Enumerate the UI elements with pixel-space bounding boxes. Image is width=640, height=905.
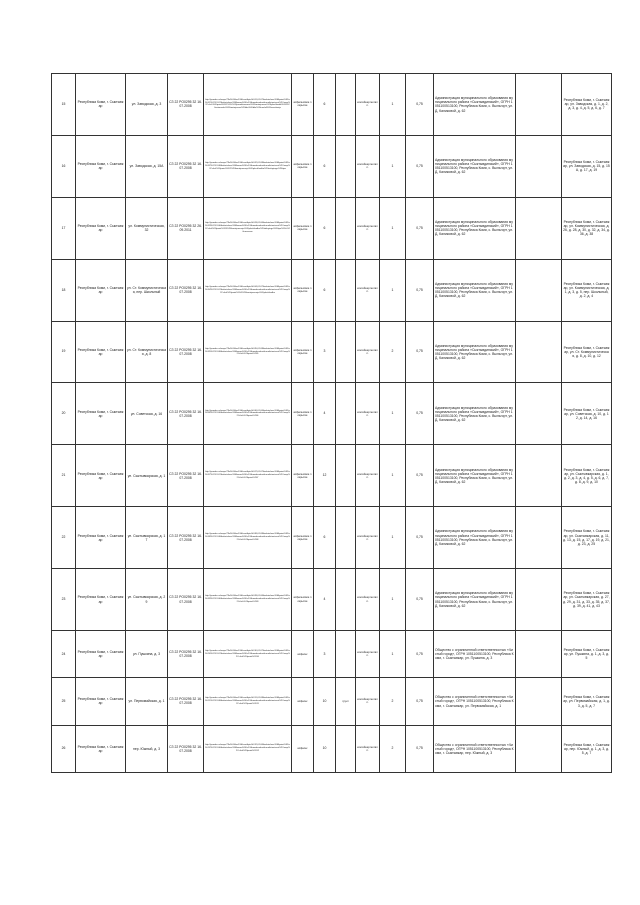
volume-cell: 0,75 [406,678,434,725]
owner-cell: Общество с ограниченной ответственностью «Чистый город», ОГРН 1051100513100, Республика Коми, г. Сыктывкар, ул. Первомайская, д. 1 [434,678,516,725]
container-count-cell: 2 [380,321,406,383]
area-cell: 4 [314,569,336,631]
map-link-cell: http://yandex.ru/maps/?ll=50.8&z=19&l=sat&pt=50.84,61.67&whatshere%5Bpoint%5D=50.84%2C61.67&whatshere%5Bzoom%5D=19&mode=whatshere&rtext=sat%2Cmap%2Cclick%20point%204%20kontejnernaja%20ploshhadka [204,259,292,321]
ground-cell [336,321,356,383]
volume-cell: 0,75 [406,631,434,678]
row-number: 20 [52,383,76,445]
locality-cell: Республика Коми, г. Сыктывкар [76,135,126,197]
extra-cell [516,383,562,445]
container-count-cell: 1 [380,383,406,445]
area-cell: 3 [314,321,336,383]
ground-cell [336,383,356,445]
served-addresses-cell: Республика Коми, г. Сыктывкар, ул. Первомайская, д. 1, д. 3, д. 5, д. 7 [562,678,612,725]
area-cell: 3 [314,631,336,678]
locality-cell: Республика Коми, г. Сыктывкар [76,631,126,678]
served-addresses-cell: Республика Коми, г. Сыктывкар, ул. Заводская, д. 1, д. 2, д. 3, д. 4, д. 5, д. 6, д. 7 [562,74,612,136]
extra-cell [516,631,562,678]
cover-cell: асфальтовое покрытие [292,507,314,569]
map-link-cell: http://yandex.ru/maps/?ll=50.8&z=19&l=sat&pt=50.89,61.66&whatshere%5Bpoint%5D=50.89%2C61.66&whatshere%5Bzoom%5D=19&mode=whatshere&rtext=sat%2Cmap%2Cclick%20point%209 [204,569,292,631]
locality-cell: Республика Коми, г. Сыктывкар [76,197,126,259]
ground-cell [336,74,356,136]
container-count-cell: 1 [380,74,406,136]
map-link-cell: http://yandex.ru/maps/?ll=50.8&z=19&l=sat&pt=50.87,61.67&whatshere%5Bpoint%5D=50.87%2C61.67&whatshere%5Bzoom%5D=19&mode=whatshere&rtext=sat%2Cmap%2Cclick%20point%207 [204,445,292,507]
area-cell: 6 [314,507,336,569]
ground-cell [336,445,356,507]
map-link-cell: http://yandex.ru/maps/?ll=50.8&z=19&l=sat&pt=50.81,61.67&whatshere%5Bpoint%5D=50.81%2C61.67&whatshere%5Bzoom%5D=19&mode=whatshere&rtext=sat%2Cmap%2Cclick%20point%201%20-%20proektirovanie%20kontejnernoi%20ploshhadki%20i%20ustanovka%20kontejnerov%20tbo%20dlia%20nuzhd%20naselenija [204,74,292,136]
container-type-cell: контейнер металл. [356,445,380,507]
cadastre-cell: СЗ 22 РО0295 32 16.07.2008 [168,569,204,631]
container-type-cell: контейнер металл. [356,507,380,569]
locality-cell: Республика Коми, г. Сыктывкар [76,725,126,772]
container-count-cell: 2 [380,725,406,772]
row-number: 17 [52,197,76,259]
container-count-cell: 1 [380,197,406,259]
owner-cell: Администрация муниципального образования муниципального района «Сыктывдинский», ОГРН 1051100513100, Республика Коми, с. Выльгорт, ул. Д. Каликовой, д. 62 [434,569,516,631]
extra-cell [516,725,562,772]
extra-cell [516,197,562,259]
area-cell: 6 [314,74,336,136]
map-link-cell: http://yandex.ru/maps/?ll=50.8&z=19&l=sat&pt=50.90,61.67&whatshere%5Bpoint%5D=50.90%2C61.67&whatshere%5Bzoom%5D=19&mode=whatshere&rtext=sat%2Cmap%2Cclick%20point%2010 [204,631,292,678]
served-addresses-cell: Республика Коми, г. Сыктывкар, ул. Пушкина, д. 1, д. 3, д. 5 [562,631,612,678]
container-type-cell: контейнер металл. [356,197,380,259]
street-cell: ул. Коммунистическая, 32 [126,197,168,259]
street-cell: ул. Ст. Коммунистическая, д. 8 [126,321,168,383]
map-link-cell: http://yandex.ru/maps/?ll=50.8&z=19&l=sat&pt=50.88,61.68&whatshere%5Bpoint%5D=50.88%2C61.68&whatshere%5Bzoom%5D=19&mode=whatshere&rtext=sat%2Cmap%2Cclick%20point%208 [204,507,292,569]
table-row [52,445,612,507]
volume-cell: 0,75 [406,197,434,259]
volume-cell: 0,75 [406,321,434,383]
row-number: 25 [52,678,76,725]
ground-cell [336,197,356,259]
container-type-cell: контейнер металл. [356,631,380,678]
row-number: 16 [52,135,76,197]
map-link-cell: http://yandex.ru/maps/?ll=50.8&z=19&l=sat&pt=50.91,61.68&whatshere%5Bpoint%5D=50.91%2C61.68&whatshere%5Bzoom%5D=19&mode=whatshere&rtext=sat%2Cmap%2Cclick%20point%2011 [204,678,292,725]
row-number: 22 [52,507,76,569]
area-cell: 6 [314,197,336,259]
container-type-cell: контейнер металл. [356,383,380,445]
street-cell: ул. Сыктывкарская, д. 29 [126,569,168,631]
street-cell: ул. Пушкина, д. 3 [126,631,168,678]
table-row [52,507,612,569]
street-cell: ул. Ст. Коммунистическая, пер. Школьный [126,259,168,321]
table-row [52,135,612,197]
served-addresses-cell: Республика Коми, г. Сыктывкар, ул. Ст. Коммунистическая, д. 8, д. 10, д. 12 [562,321,612,383]
street-cell: ул. Первомайская, д. 1 [126,678,168,725]
cover-cell: асфальтовое покрытие [292,74,314,136]
map-link-cell: http://yandex.ru/maps/?ll=50.8&z=19&l=sat&pt=50.85,61.68&whatshere%5Bpoint%5D=50.85%2C61.68&whatshere%5Bzoom%5D=19&mode=whatshere&rtext=sat%2Cmap%2Cclick%20point%205 [204,321,292,383]
row-number: 24 [52,631,76,678]
cover-cell: асфальтовое покрытие [292,569,314,631]
row-number: 23 [52,569,76,631]
container-count-cell: 1 [380,135,406,197]
volume-cell: 0,75 [406,74,434,136]
row-number: 26 [52,725,76,772]
cover-cell: асфальтовое покрытие [292,321,314,383]
owner-cell: Общество с ограниченной ответственностью «Чистый город», ОГРН 1051100513100, Республика Коми, г. Сыктывкар, ул. Пушкина, д. 3 [434,631,516,678]
extra-cell [516,74,562,136]
ground-cell [336,631,356,678]
cadastre-cell: СЗ 22 РО0295 32 16.07.2008 [168,445,204,507]
served-addresses-cell: Республика Коми, г. Сыктывкар, ул. Коммунистическая, д. 26, д. 28, д. 30, д. 32, д. 34, д. 36, д. 38 [562,197,612,259]
container-type-cell: контейнер металл. [356,678,380,725]
container-count-cell: 1 [380,631,406,678]
map-link-cell: http://yandex.ru/maps/?ll=50.8&z=19&l=sat&pt=50.92,61.66&whatshere%5Bpoint%5D=50.92%2C61.66&whatshere%5Bzoom%5D=19&mode=whatshere&rtext=sat%2Cmap%2Cclick%20point%2012 [204,725,292,772]
locality-cell: Республика Коми, г. Сыктывкар [76,678,126,725]
volume-cell: 0,75 [406,569,434,631]
volume-cell: 0,75 [406,725,434,772]
cover-cell: асфальтовое покрытие [292,445,314,507]
table-row [52,631,612,678]
container-type-cell: контейнер металл. [356,321,380,383]
table-row [52,725,612,772]
owner-cell: Администрация муниципального образования муниципального района «Сыктывдинский», ОГРН 1051100513100, Республика Коми, с. Выльгорт, ул. Д. Каликовой, д. 62 [434,383,516,445]
container-count-cell: 1 [380,259,406,321]
ground-cell [336,725,356,772]
locality-cell: Республика Коми, г. Сыктывкар [76,445,126,507]
table-body [52,74,612,773]
locality-cell: Республика Коми, г. Сыктывкар [76,569,126,631]
owner-cell: Общество с ограниченной ответственностью «Чистый город», ОГРН 1051100513100, Республика Коми, г. Сыктывкар, пер. Южный, д. 3 [434,725,516,772]
table-row [52,259,612,321]
container-type-cell: контейнер металл. [356,259,380,321]
street-cell: ул. Заводская, д. 3 [126,74,168,136]
row-number: 21 [52,445,76,507]
owner-cell: Администрация муниципального образования муниципального района «Сыктывдинский», ОГРН 1051100513100, Республика Коми, с. Выльгорт, ул. Д. Каликовой, д. 62 [434,259,516,321]
served-addresses-cell: Республика Коми, г. Сыктывкар, ул. Коммунистическая, д. 1, д. 3, д. 5, пер. Школьный, д. 2, д. 4 [562,259,612,321]
extra-cell [516,321,562,383]
extra-cell [516,507,562,569]
table-row [52,74,612,136]
cadastre-cell: СЗ 22 РО0295 32 16.07.2008 [168,259,204,321]
container-type-cell: контейнер металл. [356,569,380,631]
served-addresses-cell: Республика Коми, г. Сыктывкар, ул. Сыктывкарская, д. 11, д. 13, д. 15, д. 17, д. 19, д. 21, д. 23, д. 25 [562,507,612,569]
cover-cell: асфальт [292,631,314,678]
volume-cell: 0,75 [406,445,434,507]
container-type-cell: контейнер металл. [356,725,380,772]
cadastre-cell: СЗ 22 РО0295 32 26.09.2011 [168,197,204,259]
map-link-cell: http://yandex.ru/maps/?ll=50.8&z=19&l=sat&pt=50.83,61.66&whatshere%5Bpoint%5D=50.83%2C61.66&whatshere%5Bzoom%5D=19&mode=whatshere&rtext=sat%2Cmap%2Cclick%20point%203%20kontejnernaja%20ploshhadka%20otkrytogo%20tipa%20s%20navesom [204,197,292,259]
cadastre-cell: СЗ 22 РО0295 32 16.07.2008 [168,383,204,445]
table-row [52,569,612,631]
row-number: 18 [52,259,76,321]
ground-cell [336,569,356,631]
street-cell: ул. Сыктывкарская, д. 1 [126,445,168,507]
area-cell: 12 [314,445,336,507]
container-type-cell: контейнер металл. [356,135,380,197]
cadastre-cell: СЗ 22 РО0295 32 16.07.2008 [168,74,204,136]
row-number: 19 [52,321,76,383]
cadastre-cell: СЗ 22 РО0295 32 16.07.2008 [168,135,204,197]
locality-cell: Республика Коми, г. Сыктывкар [76,74,126,136]
served-addresses-cell: Республика Коми, г. Сыктывкар, ул. Сыктывкарская, д. 1, д. 2, д. 3, д. 4, д. 5, д. 6, д. 7, д. 8, д. 9, д. 10 [562,445,612,507]
table-row [52,321,612,383]
area-cell: 6 [314,259,336,321]
ground-cell [336,507,356,569]
map-link-cell: http://yandex.ru/maps/?ll=50.8&z=19&l=sat&pt=50.86,61.66&whatshere%5Bpoint%5D=50.86%2C61.66&whatshere%5Bzoom%5D=19&mode=whatshere&rtext=sat%2Cmap%2Cclick%20point%206 [204,383,292,445]
table-row [52,197,612,259]
table-row [52,383,612,445]
cover-cell: асфальтовое покрытие [292,135,314,197]
cover-cell: асфальтовое покрытие [292,259,314,321]
locality-cell: Республика Коми, г. Сыктывкар [76,259,126,321]
cadastre-cell: СЗ 22 РО0295 32 16.07.2008 [168,321,204,383]
cover-cell: асфальт [292,725,314,772]
extra-cell [516,135,562,197]
table-row [52,678,612,725]
cadastre-cell: СЗ 22 РО0295 32 16.07.2008 [168,507,204,569]
area-cell: 4 [314,383,336,445]
extra-cell [516,569,562,631]
container-count-cell: 2 [380,678,406,725]
volume-cell: 0,75 [406,259,434,321]
served-addresses-cell: Республика Коми, г. Сыктывкар, ул. Заводская, д. 15, д. 15А, д. 17, д. 19 [562,135,612,197]
extra-cell [516,445,562,507]
volume-cell: 0,75 [406,135,434,197]
served-addresses-cell: Республика Коми, г. Сыктывкар, ул. Сыктывкарская, д. 27, д. 29, д. 31, д. 33, д. 35, д. 37, д. 39, д. 41, д. 43 [562,569,612,631]
owner-cell: Администрация муниципального образования муниципального района «Сыктывдинский», ОГРН 1051100513100, Республика Коми, с. Выльгорт, ул. Д. Каликовой, д. 62 [434,445,516,507]
container-count-cell: 1 [380,445,406,507]
area-cell: 6 [314,135,336,197]
container-count-cell: 1 [380,507,406,569]
ground-cell [336,135,356,197]
volume-cell: 0,75 [406,383,434,445]
locality-cell: Республика Коми, г. Сыктывкар [76,507,126,569]
street-cell: ул. Советская, д. 16 [126,383,168,445]
area-cell: 10 [314,678,336,725]
container-count-cell: 1 [380,569,406,631]
owner-cell: Администрация муниципального образования муниципального района «Сыктывдинский», ОГРН 1051100513100, Республика Коми, с. Выльгорт, ул. Д. Каликовой, д. 62 [434,135,516,197]
extra-cell [516,259,562,321]
ground-cell [336,259,356,321]
cadastre-cell: СЗ 22 РО0295 32 16.07.2008 [168,725,204,772]
container-type-cell: контейнер металл. [356,74,380,136]
owner-cell: Администрация муниципального образования муниципального района «Сыктывдинский», ОГРН 1051100513100, Республика Коми, с. Выльгорт, ул. Д. Каликовой, д. 62 [434,507,516,569]
cover-cell: асфальтовое покрытие [292,197,314,259]
street-cell: ул. Сыктывкарская, д. 17 [126,507,168,569]
cover-cell: асфальт [292,678,314,725]
row-number: 15 [52,74,76,136]
volume-cell: 0,75 [406,507,434,569]
cadastre-cell: СЗ 22 РО0295 32 16.07.2008 [168,678,204,725]
owner-cell: Администрация муниципального образования муниципального района «Сыктывдинский», ОГРН 1051100513100, Республика Коми, с. Выльгорт, ул. Д. Каликовой, д. 62 [434,197,516,259]
extra-cell [516,678,562,725]
map-link-cell: http://yandex.ru/maps/?ll=50.8&z=19&l=sat&pt=50.82,61.68&whatshere%5Bpoint%5D=50.82%2C61.68&whatshere%5Bzoom%5D=19&mode=whatshere&rtext=sat%2Cmap%2Cclick%20point%202%20kontejnernaja%20ploshhadka%20zakrytogo%20tipa [204,135,292,197]
area-cell: 10 [314,725,336,772]
owner-cell: Администрация муниципального образования муниципального района «Сыктывдинский», ОГРН 1051100513100, Республика Коми, с. Выльгорт, ул. Д. Каликовой, д. 62 [434,74,516,136]
street-cell: ул. Заводская, д. 15А [126,135,168,197]
ground-cell: грунт [336,678,356,725]
container-sites-table [51,73,612,773]
owner-cell: Администрация муниципального образования муниципального района «Сыктывдинский», ОГРН 1051100513100, Республика Коми, с. Выльгорт, ул. Д. Каликовой, д. 62 [434,321,516,383]
served-addresses-cell: Республика Коми, г. Сыктывкар, пер. Южный, д. 1, д. 3, д. 5, д. 7 [562,725,612,772]
cadastre-cell: СЗ 22 РО0295 32 16.07.2008 [168,631,204,678]
cover-cell: асфальтовое покрытие [292,383,314,445]
served-addresses-cell: Республика Коми, г. Сыктывкар, ул. Советская, д. 10, д. 12, д. 14, д. 16 [562,383,612,445]
street-cell: пер. Южный, д. 3 [126,725,168,772]
locality-cell: Республика Коми, г. Сыктывкар [76,321,126,383]
locality-cell: Республика Коми, г. Сыктывкар [76,383,126,445]
